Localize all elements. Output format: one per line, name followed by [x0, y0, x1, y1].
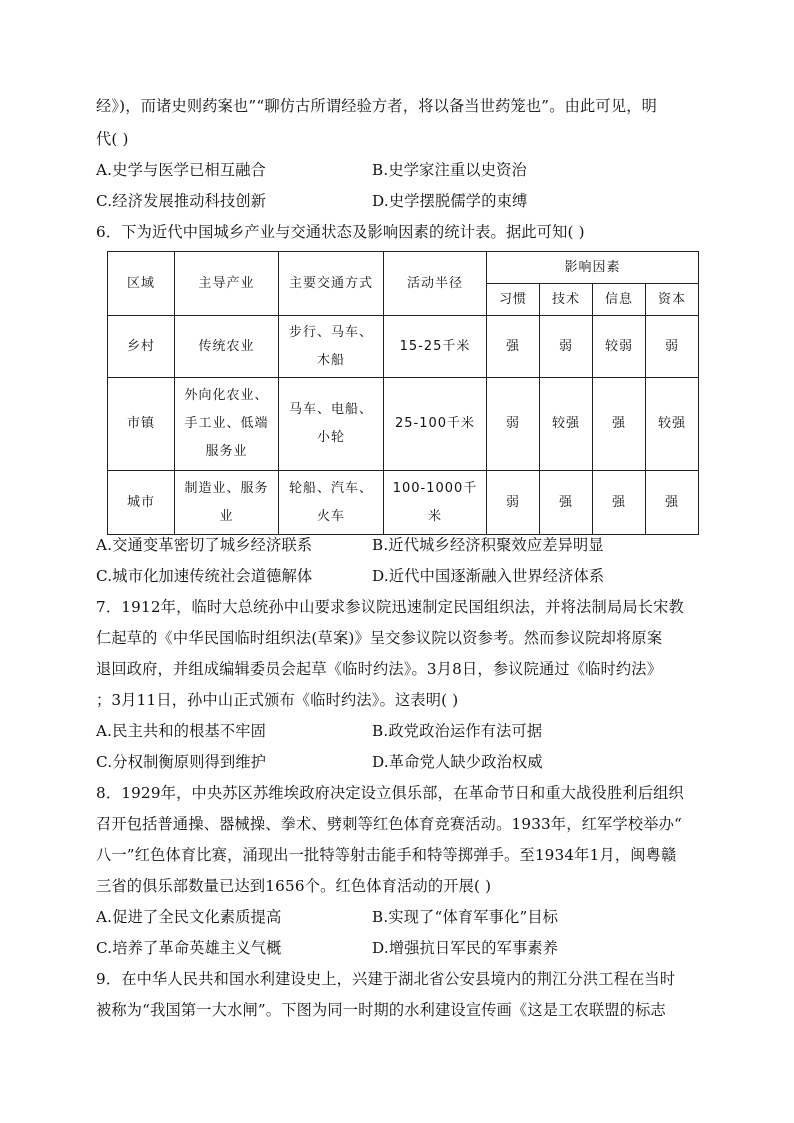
cell-factor: 弱	[487, 471, 540, 535]
q6-option-c[interactable]: C.城市化加速传统社会道德解体	[96, 567, 313, 585]
q5-option-d[interactable]: D.史学摆脱儒学的束缚	[372, 192, 528, 210]
cell-region: 城市	[108, 471, 175, 535]
q7-option-c[interactable]: C.分权制衡原则得到维护	[96, 753, 267, 771]
q8-option-a[interactable]: A.促进了全民文化素质提高	[96, 908, 282, 926]
q6-option-d[interactable]: D.近代中国逐渐融入世界经济体系	[372, 567, 605, 585]
header-factor-technology: 技术	[540, 284, 593, 316]
cell-transport: 步行、马车、木船	[279, 316, 384, 378]
q7-option-b[interactable]: B.政党政治运作有法可据	[372, 722, 543, 740]
cell-factor: 强	[593, 378, 646, 471]
q8-text-line-2: 召开包括普通操、器械操、拳术、劈刺等红色体育竞赛活动。1933年，红军学校举办“	[96, 815, 682, 833]
cell-factor: 强	[593, 471, 646, 535]
q5-text-line-1: 经》)，而诸史则药案也”“聊仿古所谓经验方者，将以备当世药笼也”。由此可见，明	[96, 97, 657, 115]
cell-radius: 15-25千米	[384, 316, 487, 378]
q7-option-a[interactable]: A.民主共和的根基不牢固	[96, 722, 267, 740]
cell-factor: 强	[487, 316, 540, 378]
header-transport: 主要交通方式	[279, 252, 384, 316]
table-row	[108, 378, 699, 471]
cell-factor: 弱	[540, 316, 593, 378]
q7-text-line-4: ；3月11日，孙中山正式颁布《临时约法》。这表明( )	[96, 691, 459, 709]
q9-text-line-2: 被称为“我国第一大水闸”。下图为同一时期的水利建设宣传画《这是工农联盟的标志	[96, 1001, 666, 1019]
q5-option-a[interactable]: A.史学与医学已相互融合	[96, 161, 267, 179]
q8-option-b[interactable]: B.实现了“体育军事化”目标	[372, 908, 559, 926]
q6-option-b[interactable]: B.近代城乡经济积聚效应差异明显	[372, 536, 604, 554]
q7-text-line-1: 7．1912年，临时大总统孙中山要求参议院迅速制定民国组织法，并将法制局局长宋教	[96, 598, 684, 616]
header-industry: 主导产业	[175, 252, 279, 316]
header-region: 区域	[108, 252, 175, 316]
cell-factor: 弱	[646, 316, 699, 378]
table-row	[108, 316, 699, 378]
header-factor-capital: 资本	[646, 284, 699, 316]
cell-industry: 传统农业	[175, 316, 279, 378]
header-radius: 活动半径	[384, 252, 487, 316]
cell-factor: 强	[540, 471, 593, 535]
cell-factor: 较强	[540, 378, 593, 471]
q6-option-a[interactable]: A.交通变革密切了城乡经济联系	[96, 536, 313, 554]
q7-text-line-3: 退回政府，并组成编辑委员会起草《临时约法》。3月8日，参议院通过《临时约法》	[96, 660, 663, 678]
header-factor-information: 信息	[593, 284, 646, 316]
header-factor-habit: 习惯	[487, 284, 540, 316]
q7-option-d[interactable]: D.革命党人缺少政治权威	[372, 753, 543, 771]
cell-industry: 外向化农业、手工业、低端服务业	[175, 378, 279, 471]
q7-text-line-2: 仁起草的《中华民国临时组织法(草案)》呈交参议院以资参考。然而参议院却将原案	[96, 629, 663, 647]
urban-rural-stats-table	[107, 251, 699, 535]
cell-radius: 25-100千米	[384, 378, 487, 471]
q8-text-line-3: 八一”红色体育比赛，涌现出一批特等射击能手和特等掷弹手。至1934年1月，闽粤赣	[96, 846, 677, 864]
cell-factor: 较强	[646, 378, 699, 471]
cell-radius: 100-1000千米	[384, 471, 487, 535]
cell-factor: 强	[646, 471, 699, 535]
q8-option-c[interactable]: C.培养了革命英雄主义气概	[96, 939, 282, 957]
q5-text-line-2: 代( )	[96, 130, 129, 148]
header-factors: 影响因素	[487, 252, 699, 284]
q9-text-line-1: 9．在中华人民共和国水利建设史上，兴建于湖北省公安县境内的荆江分洪工程在当时	[96, 970, 676, 988]
cell-factor: 较弱	[593, 316, 646, 378]
cell-industry: 制造业、服务业	[175, 471, 279, 535]
cell-region: 市镇	[108, 378, 175, 471]
cell-transport: 轮船、汽车、火车	[279, 471, 384, 535]
q8-text-line-1: 8．1929年，中央苏区苏维埃政府决定设立俱乐部，在革命节日和重大战役胜利后组织	[96, 784, 684, 802]
q6-stem: 6．下为近代中国城乡产业与交通状态及影响因素的统计表。据此可知( )	[96, 223, 585, 241]
q8-text-line-4: 三省的俱乐部数量已达到1656个。红色体育活动的开展( )	[96, 877, 492, 895]
cell-factor: 弱	[487, 378, 540, 471]
q5-option-c[interactable]: C.经济发展推动科技创新	[96, 192, 267, 210]
table-row	[108, 471, 699, 535]
q8-option-d[interactable]: D.增强抗日军民的军事素养	[372, 939, 559, 957]
cell-transport: 马车、电船、小轮	[279, 378, 384, 471]
q5-option-b[interactable]: B.史学家注重以史资治	[372, 161, 527, 179]
cell-region: 乡村	[108, 316, 175, 378]
